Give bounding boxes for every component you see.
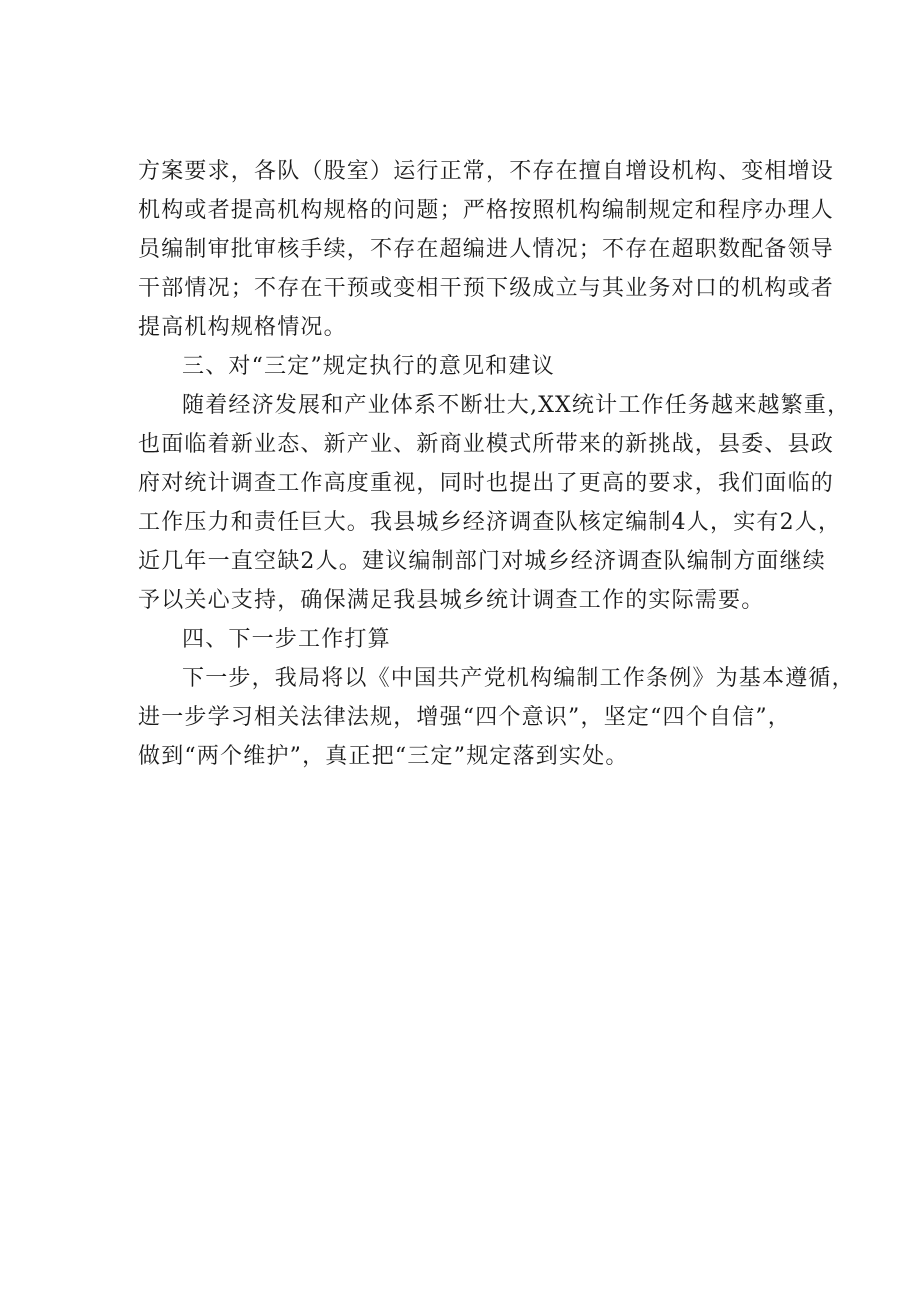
text-line: 进一步学习相关法律法规，增强“四个意识”，坚定“四个自信”， <box>138 705 791 730</box>
text-line: 予以关心支持，确保满足我县城乡统计调查工作的实际需要。 <box>138 588 765 613</box>
section-heading-next-steps: 四、下一步工作打算 <box>182 627 391 652</box>
text-line: 也面临着新业态、新产业、新商业模式所带来的新挑战，县委、县政 <box>138 432 835 457</box>
text-line: 提高机构规格情况。 <box>138 315 347 340</box>
section-heading-suggestions: 三、对“三定”规定执行的意见和建议 <box>182 354 555 379</box>
paragraph-suggestions <box>138 386 851 620</box>
text-line: 下一步，我局将以《中国共产党机构编制工作条例》为基本遵循， <box>182 666 855 691</box>
text-line: 员编制审批审核手续，不存在超编进人情况；不存在超职数配备领导 <box>138 237 835 262</box>
text-line: 近几年一直空缺2人。建议编制部门对城乡经济调查队编制方面继续 <box>138 549 826 574</box>
text-line: 随着经济发展和产业体系不断壮大,XX统计工作任务越来越繁重， <box>182 393 851 418</box>
text-line: 干部情况；不存在干预或变相干预下级成立与其业务对口的机构或者 <box>138 276 835 301</box>
paragraph-compliance-status <box>138 152 835 347</box>
text-line: 工作压力和责任巨大。我县城乡经济调查队核定编制4人，实有2人， <box>138 510 842 535</box>
text-line: 方案要求，各队（股室）运行正常，不存在擅自增设机构、变相增设 <box>138 159 835 184</box>
text-line: 机构或者提高机构规格的问题；严格按照机构编制规定和程序办理人 <box>138 198 835 223</box>
paragraph-next-steps <box>138 659 855 776</box>
text-line: 府对统计调查工作高度重视，同时也提出了更高的要求，我们面临的 <box>138 471 835 496</box>
text-line: 做到“两个维护”，真正把“三定”规定落到实处。 <box>138 744 629 769</box>
document-body <box>138 152 855 776</box>
